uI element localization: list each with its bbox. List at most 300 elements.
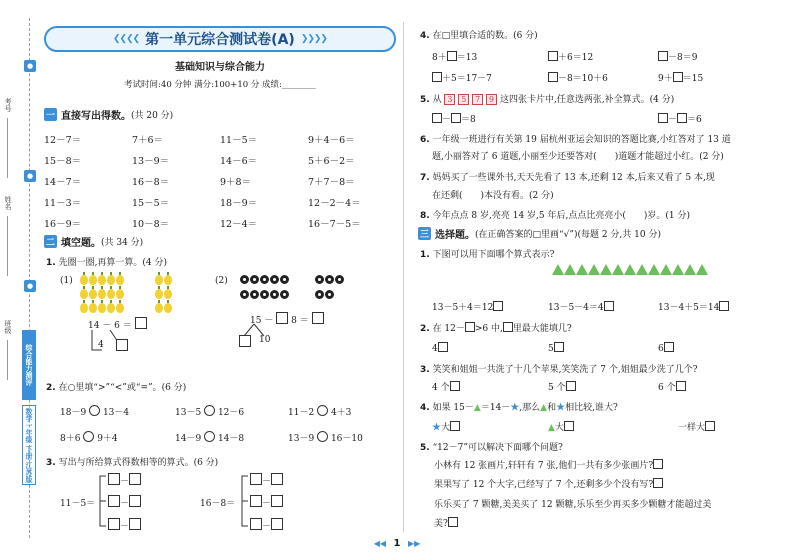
calc-item[interactable]: 15－8＝ bbox=[44, 155, 82, 167]
blank-row: － bbox=[108, 518, 141, 532]
question-2-6-cont bbox=[432, 149, 724, 162]
question-2-4 bbox=[420, 28, 538, 41]
question-number: 8. bbox=[420, 211, 430, 221]
question-text: 一年级一班进行有关第 19 届杭州亚运会知识的答题比赛,小红答对了 13 道 bbox=[432, 135, 731, 145]
ball-icon bbox=[250, 290, 259, 299]
seal-mark: ● bbox=[24, 170, 36, 182]
section-title: 填空题。 bbox=[61, 237, 101, 249]
answer-box[interactable] bbox=[129, 473, 141, 485]
pear-icon bbox=[98, 275, 106, 285]
question-2-3 bbox=[46, 455, 218, 468]
triangle-icon bbox=[600, 264, 612, 275]
choice-question-2 bbox=[420, 321, 572, 334]
checkbox[interactable] bbox=[604, 301, 614, 311]
compare-left: 14－9 bbox=[175, 434, 202, 444]
question-text: 这四张卡片中,任意选两张,补全算式。(4 分) bbox=[499, 95, 675, 105]
calc-item[interactable]: 9＋4－6＝ bbox=[308, 134, 355, 146]
compare-item bbox=[288, 405, 351, 418]
question-2-1 bbox=[46, 255, 167, 268]
option-text: 大 bbox=[554, 423, 564, 433]
compare-circle[interactable] bbox=[204, 405, 215, 416]
answer-box[interactable] bbox=[239, 335, 251, 347]
question-2-5 bbox=[420, 92, 674, 105]
triangle-icon bbox=[564, 264, 576, 275]
answer-box[interactable] bbox=[548, 72, 558, 82]
seal-mark: ● bbox=[24, 280, 36, 292]
answer-box[interactable] bbox=[658, 51, 668, 61]
option-text: 6 个 bbox=[658, 383, 676, 393]
compare-right: 4＋3 bbox=[330, 408, 352, 418]
calc-item[interactable]: 12－4＝ bbox=[220, 218, 258, 230]
answer-box[interactable] bbox=[250, 518, 262, 530]
pear-icon bbox=[98, 289, 106, 299]
question-text: 先圈一圈,再算一算。(4 分) bbox=[58, 258, 168, 268]
answer-box[interactable] bbox=[312, 312, 324, 324]
calc-item[interactable]: 11－3＝ bbox=[44, 197, 82, 209]
calc-row bbox=[44, 212, 396, 233]
exam-title: 第一单元综合测试卷(A) bbox=[145, 32, 295, 48]
decor-left: ❮❮❮❮ bbox=[113, 34, 140, 44]
option-text: 美? bbox=[434, 519, 448, 529]
choice-option bbox=[548, 342, 564, 354]
expr-text: ＝13 bbox=[456, 53, 478, 63]
number-card: 3 bbox=[444, 94, 455, 105]
ball-icon bbox=[250, 275, 259, 284]
calc-item[interactable]: 5＋6－2＝ bbox=[308, 155, 355, 167]
choice-option bbox=[432, 300, 503, 313]
calc-item[interactable]: 16－9＝ bbox=[44, 218, 82, 230]
compare-item bbox=[175, 431, 244, 444]
compare-right: 13－4 bbox=[102, 408, 130, 418]
choice-option bbox=[434, 458, 663, 471]
answer-box[interactable] bbox=[271, 518, 283, 530]
expr-text: ＋6＝12 bbox=[558, 53, 594, 63]
calc-item[interactable]: 14－6＝ bbox=[220, 155, 258, 167]
triangle-icon bbox=[684, 264, 696, 275]
brace-lines bbox=[98, 474, 108, 528]
choice-option bbox=[678, 420, 715, 433]
checkbox[interactable] bbox=[719, 301, 729, 311]
section-rule: (在正确答案的□里画“√”)(每题 2 分,共 10 分) bbox=[475, 229, 661, 240]
answer-box[interactable] bbox=[116, 339, 128, 351]
section-title: 直接写出得数。 bbox=[61, 110, 131, 122]
question-2-6 bbox=[420, 132, 731, 145]
ball-icon bbox=[315, 290, 324, 299]
calc-item[interactable]: 16－8＝ bbox=[132, 176, 170, 188]
answer-box[interactable] bbox=[432, 72, 442, 82]
balls-group-a bbox=[240, 275, 290, 287]
star-icon: ★ bbox=[510, 403, 520, 413]
equation-text: 15 － bbox=[250, 316, 274, 326]
answer-box[interactable] bbox=[108, 495, 120, 507]
checkbox[interactable] bbox=[564, 421, 574, 431]
question-number: 4. bbox=[420, 403, 430, 413]
balls-group-c bbox=[315, 275, 345, 287]
section-number: 二 bbox=[44, 235, 57, 248]
fill-item bbox=[432, 112, 476, 125]
question-text: >6 中, bbox=[474, 324, 503, 334]
choice-option bbox=[658, 342, 674, 354]
triangle-icon bbox=[648, 264, 660, 275]
ball-icon bbox=[260, 275, 269, 284]
name-line bbox=[7, 216, 8, 276]
checkbox[interactable] bbox=[438, 342, 448, 352]
question-text: ,那么 bbox=[519, 403, 541, 413]
calc-item[interactable]: 12－7＝ bbox=[44, 134, 82, 146]
option-text: 13－5－4＝4 bbox=[548, 303, 604, 313]
answer-box[interactable] bbox=[548, 51, 558, 61]
triangle-icon bbox=[672, 264, 684, 275]
blank-box bbox=[465, 322, 475, 332]
decor-right: ❯❯❯❯ bbox=[300, 34, 327, 44]
expr-text: － bbox=[668, 115, 678, 125]
number-card: 5 bbox=[458, 94, 469, 105]
fill-item bbox=[658, 71, 703, 84]
question-text: 写出与所给算式得数相等的算式。(6 分) bbox=[58, 458, 219, 468]
pear-icon bbox=[116, 289, 124, 299]
pear-icon bbox=[107, 289, 115, 299]
compare-left: 13－5 bbox=[175, 408, 202, 418]
compare-circle[interactable] bbox=[204, 431, 215, 442]
number-card: 7 bbox=[472, 94, 483, 105]
option-text: 5 bbox=[548, 344, 554, 354]
option-text: 4 bbox=[432, 344, 438, 354]
answer-box[interactable] bbox=[108, 473, 120, 485]
answer-box[interactable] bbox=[129, 518, 141, 530]
compare-right: 14－8 bbox=[217, 434, 245, 444]
answer-box-wrap bbox=[239, 335, 251, 349]
ball-icon bbox=[270, 275, 279, 284]
option-text: 大 bbox=[441, 423, 451, 433]
pear-icon bbox=[80, 275, 88, 285]
question-number: 3. bbox=[46, 458, 56, 468]
checkbox[interactable] bbox=[448, 517, 458, 527]
equation-text: 8 ＝ bbox=[291, 316, 309, 326]
balls-group-b bbox=[240, 290, 290, 302]
pear-icon bbox=[80, 303, 88, 313]
answer-box-wrap bbox=[116, 339, 128, 353]
question-number: 5. bbox=[420, 443, 430, 453]
ball-icon bbox=[325, 275, 334, 284]
option-text: 5 个 bbox=[548, 383, 566, 393]
triangle-icon bbox=[552, 264, 564, 275]
choice-option-cont bbox=[434, 516, 458, 529]
fill-item bbox=[432, 50, 477, 63]
blank-box bbox=[503, 322, 513, 332]
question-number: 4. bbox=[420, 31, 430, 41]
compare-circle[interactable] bbox=[83, 431, 94, 442]
compare-circle[interactable] bbox=[317, 431, 328, 442]
prev-arrows-icon: ◀◀ bbox=[373, 539, 387, 548]
section-score: (共 34 分) bbox=[101, 237, 144, 248]
answer-box[interactable] bbox=[250, 473, 262, 485]
question-text: )本没有看。(2 分) bbox=[480, 191, 554, 201]
part-1-label: (1) bbox=[60, 276, 73, 286]
choice-question-4 bbox=[420, 400, 618, 413]
triangle-icon: ▲ bbox=[540, 403, 548, 413]
question-text: 下图可以用下面哪个算式表示? bbox=[432, 250, 555, 260]
section-number: 三 bbox=[418, 227, 431, 240]
question-2-8 bbox=[420, 208, 690, 221]
question-2-2 bbox=[46, 380, 186, 393]
choice-question-1 bbox=[420, 247, 554, 260]
pear-icon bbox=[116, 303, 124, 313]
pear-icon bbox=[164, 275, 172, 285]
checkbox[interactable] bbox=[653, 478, 663, 488]
question-text: 在○里填“>”“<”或“=”。(6 分) bbox=[58, 383, 187, 393]
expr-text: 8＋ bbox=[432, 53, 447, 63]
question-text: 从 bbox=[432, 95, 442, 105]
compare-circle[interactable] bbox=[317, 405, 328, 416]
calc-row bbox=[44, 128, 396, 149]
expr-text: 9＋ bbox=[658, 74, 673, 84]
pear-icon bbox=[89, 289, 97, 299]
compare-right: 16－10 bbox=[330, 434, 363, 444]
question-number: 6. bbox=[420, 135, 430, 145]
choice-option bbox=[548, 300, 614, 313]
ball-icon bbox=[325, 290, 334, 299]
option-text: 6 bbox=[658, 344, 664, 354]
ball-icon bbox=[280, 290, 289, 299]
calc-grid bbox=[44, 128, 396, 233]
ball-icon bbox=[315, 275, 324, 284]
fill-item bbox=[658, 50, 697, 63]
choice-option bbox=[432, 342, 448, 354]
column-divider bbox=[403, 22, 404, 532]
question-number: 1. bbox=[420, 250, 430, 260]
checkbox[interactable] bbox=[653, 459, 663, 469]
question-text: 题,小丽答对了 6 道题,小丽至少还要答对( bbox=[432, 152, 597, 162]
section-score: (共 20 分) bbox=[131, 110, 174, 121]
answer-box[interactable] bbox=[451, 113, 461, 123]
choice-option bbox=[548, 380, 576, 393]
checkbox[interactable] bbox=[664, 342, 674, 352]
split-value-2: 10 bbox=[259, 335, 271, 345]
page-number: 1 bbox=[393, 538, 401, 549]
pears-group-c bbox=[80, 303, 125, 316]
balls-group-d bbox=[315, 290, 335, 302]
compare-circle[interactable] bbox=[89, 405, 100, 416]
calc-item[interactable]: 12－2－4＝ bbox=[308, 197, 361, 209]
answer-box[interactable] bbox=[432, 113, 442, 123]
choice-option bbox=[658, 300, 729, 313]
pear-icon bbox=[164, 289, 172, 299]
exam-header bbox=[44, 26, 396, 96]
answer-box[interactable] bbox=[447, 51, 457, 61]
calc-item[interactable]: 7＋7－8＝ bbox=[308, 176, 355, 188]
calc-item[interactable]: 10－8＝ bbox=[132, 218, 170, 230]
equal-expr-a: 11－5＝ bbox=[60, 499, 96, 509]
binding-gutter bbox=[0, 0, 38, 555]
triangle-icon bbox=[612, 264, 624, 275]
question-2-7-cont bbox=[432, 188, 554, 201]
class-line bbox=[7, 340, 8, 380]
star-icon: ★ bbox=[432, 423, 442, 433]
option-text: 13－5＋4＝12 bbox=[432, 303, 494, 313]
calc-item[interactable]: 7＋6＝ bbox=[132, 134, 164, 146]
triangle-icon: ▲ bbox=[473, 403, 481, 413]
checkbox[interactable] bbox=[450, 381, 460, 391]
pear-icon bbox=[155, 289, 163, 299]
pear-icon bbox=[89, 303, 97, 313]
answer-box[interactable] bbox=[271, 473, 283, 485]
calc-item[interactable]: 14－7＝ bbox=[44, 176, 82, 188]
expr-text: －8＝9 bbox=[668, 53, 698, 63]
answer-box[interactable] bbox=[677, 113, 687, 123]
pear-icon bbox=[80, 289, 88, 299]
option-text: 小林有 12 张画片,轩轩有 7 张,他们一共有多少张画片? bbox=[434, 461, 654, 471]
checkbox[interactable] bbox=[705, 421, 715, 431]
ball-icon bbox=[335, 275, 344, 284]
choice-option bbox=[548, 420, 574, 433]
calc-item[interactable]: 13－9＝ bbox=[132, 155, 170, 167]
fill-item bbox=[432, 71, 492, 84]
section-2-heading bbox=[44, 234, 143, 248]
ball-icon bbox=[240, 290, 249, 299]
triangle-icon bbox=[660, 264, 672, 275]
checkbox[interactable] bbox=[554, 342, 564, 352]
calc-item[interactable]: 11－5＝ bbox=[220, 134, 258, 146]
calc-item[interactable]: 18－9＝ bbox=[220, 197, 258, 209]
answer-box[interactable] bbox=[271, 495, 283, 507]
section-number: 一 bbox=[44, 108, 57, 121]
star-icon: ★ bbox=[556, 403, 566, 413]
checkbox[interactable] bbox=[450, 421, 460, 431]
expr-text: ＝15 bbox=[682, 74, 704, 84]
question-number: 5. bbox=[420, 95, 430, 105]
fill-item bbox=[548, 50, 593, 63]
option-text: 一样大 bbox=[678, 423, 706, 433]
calc-item[interactable]: 16－7－5＝ bbox=[308, 218, 361, 230]
calc-row bbox=[44, 191, 396, 212]
exam-no-label: 考号 bbox=[4, 98, 12, 112]
question-number: 2. bbox=[420, 324, 430, 334]
checkbox[interactable] bbox=[566, 381, 576, 391]
series-label: 数学一年级 下册 江苏版 bbox=[22, 405, 36, 485]
section-3-heading bbox=[418, 226, 661, 240]
question-text: )岁。(1 分) bbox=[643, 211, 690, 221]
compare-item bbox=[60, 431, 118, 444]
triangle-icon bbox=[696, 264, 708, 275]
checkbox[interactable] bbox=[676, 381, 686, 391]
section-title: 选择题。 bbox=[435, 229, 475, 241]
question-2-7 bbox=[420, 170, 715, 183]
title-banner bbox=[44, 26, 396, 52]
question-text: 相比较,谁大? bbox=[565, 403, 618, 413]
pears-group-f bbox=[155, 303, 173, 316]
answer-box[interactable] bbox=[673, 72, 683, 82]
expr-text: －8＝10＋6 bbox=[558, 74, 608, 84]
pear-icon bbox=[89, 275, 97, 285]
answer-box[interactable] bbox=[250, 495, 262, 507]
choice-option bbox=[432, 420, 460, 433]
calc-item[interactable]: 9＋8＝ bbox=[220, 176, 252, 188]
choice-option bbox=[658, 380, 686, 393]
triangle-icon: ▲ bbox=[548, 423, 555, 433]
fill-item bbox=[548, 71, 608, 84]
pear-icon bbox=[164, 303, 172, 313]
question-text: 妈妈买了一些课外书,天天先看了 13 本,还剩 12 本,后来又看了 5 本,现 bbox=[432, 173, 715, 183]
option-text: 乐乐买了 7 颗糖,美美买了 12 颗糖,乐乐至少再买多少颗糖才能超过美 bbox=[434, 500, 712, 510]
compare-left: 8＋6 bbox=[60, 434, 81, 444]
equation-text: 14 － 6 ＝ bbox=[88, 321, 132, 331]
answer-box[interactable] bbox=[129, 495, 141, 507]
question-text: “12－7”可以解决下面哪个问题? bbox=[432, 443, 563, 453]
question-number: 3. bbox=[420, 365, 430, 375]
expr-text: ＝6 bbox=[687, 115, 702, 125]
pear-icon bbox=[116, 275, 124, 285]
compare-item bbox=[60, 405, 129, 418]
question-text: )道题才能超过小红。(2 分) bbox=[614, 152, 724, 162]
question-number: 7. bbox=[420, 173, 430, 183]
ball-icon bbox=[260, 290, 269, 299]
expr-text: ＋5＝17－7 bbox=[442, 74, 492, 84]
option-text: 果果写了 12 个大字,已经写了 7 个,还剩多少个没有写? bbox=[434, 480, 654, 490]
section-1-heading bbox=[44, 107, 173, 121]
split-value-1: 4 bbox=[98, 340, 104, 350]
triangle-icon bbox=[636, 264, 648, 275]
choice-option bbox=[432, 380, 460, 393]
pear-icon bbox=[107, 275, 115, 285]
page-footer bbox=[0, 538, 794, 549]
question-number: 2. bbox=[46, 383, 56, 393]
compare-left: 13－9 bbox=[288, 434, 315, 444]
option-text: 4 个 bbox=[432, 383, 450, 393]
question-text: ＝14－ bbox=[480, 403, 511, 413]
triangle-figure bbox=[552, 264, 708, 278]
pear-icon bbox=[155, 303, 163, 313]
blank-row: － bbox=[250, 495, 283, 509]
triangle-icon bbox=[588, 264, 600, 275]
blank-row: － bbox=[250, 518, 283, 532]
question-text: 里最大能填几? bbox=[512, 324, 572, 334]
choice-question-5 bbox=[420, 440, 563, 453]
fill-item bbox=[658, 112, 702, 125]
ball-icon bbox=[280, 275, 289, 284]
calc-item[interactable]: 15－5＝ bbox=[132, 197, 170, 209]
answer-box[interactable] bbox=[108, 518, 120, 530]
triangle-icon bbox=[624, 264, 636, 275]
checkbox[interactable] bbox=[493, 301, 503, 311]
pear-icon bbox=[155, 275, 163, 285]
equal-expr-b: 16－8＝ bbox=[200, 499, 236, 509]
compare-right: 12－6 bbox=[217, 408, 245, 418]
expr-text: － bbox=[442, 115, 452, 125]
pear-icon bbox=[98, 303, 106, 313]
question-text: 今年点点 8 岁,亮亮 14 岁,5 年后,点点比亮亮小( bbox=[432, 211, 626, 221]
question-text: 在还剩( bbox=[432, 191, 463, 201]
brand-label: 综合能力测评 bbox=[22, 330, 36, 400]
ball-icon bbox=[240, 275, 249, 284]
series-strip bbox=[22, 250, 36, 550]
calc-row bbox=[44, 170, 396, 191]
answer-box[interactable] bbox=[658, 113, 668, 123]
calc-row bbox=[44, 149, 396, 170]
pear-icon bbox=[107, 303, 115, 313]
option-text: 13－4＋5＝14 bbox=[658, 303, 720, 313]
triangle-icon bbox=[576, 264, 588, 275]
exam-info: 考试时间:40 分钟 满分:100+10 分 成绩:________ bbox=[124, 80, 316, 90]
blank-row: － bbox=[250, 473, 283, 487]
question-text: 在 12－ bbox=[432, 324, 465, 334]
next-arrows-icon: ▶▶ bbox=[407, 539, 421, 548]
brace-lines bbox=[240, 474, 250, 528]
compare-left: 18－9 bbox=[60, 408, 87, 418]
exam-no-line bbox=[7, 118, 8, 178]
compare-left: 11－2 bbox=[288, 408, 315, 418]
compare-item bbox=[288, 431, 363, 444]
question-text: 如果 15－ bbox=[432, 403, 474, 413]
